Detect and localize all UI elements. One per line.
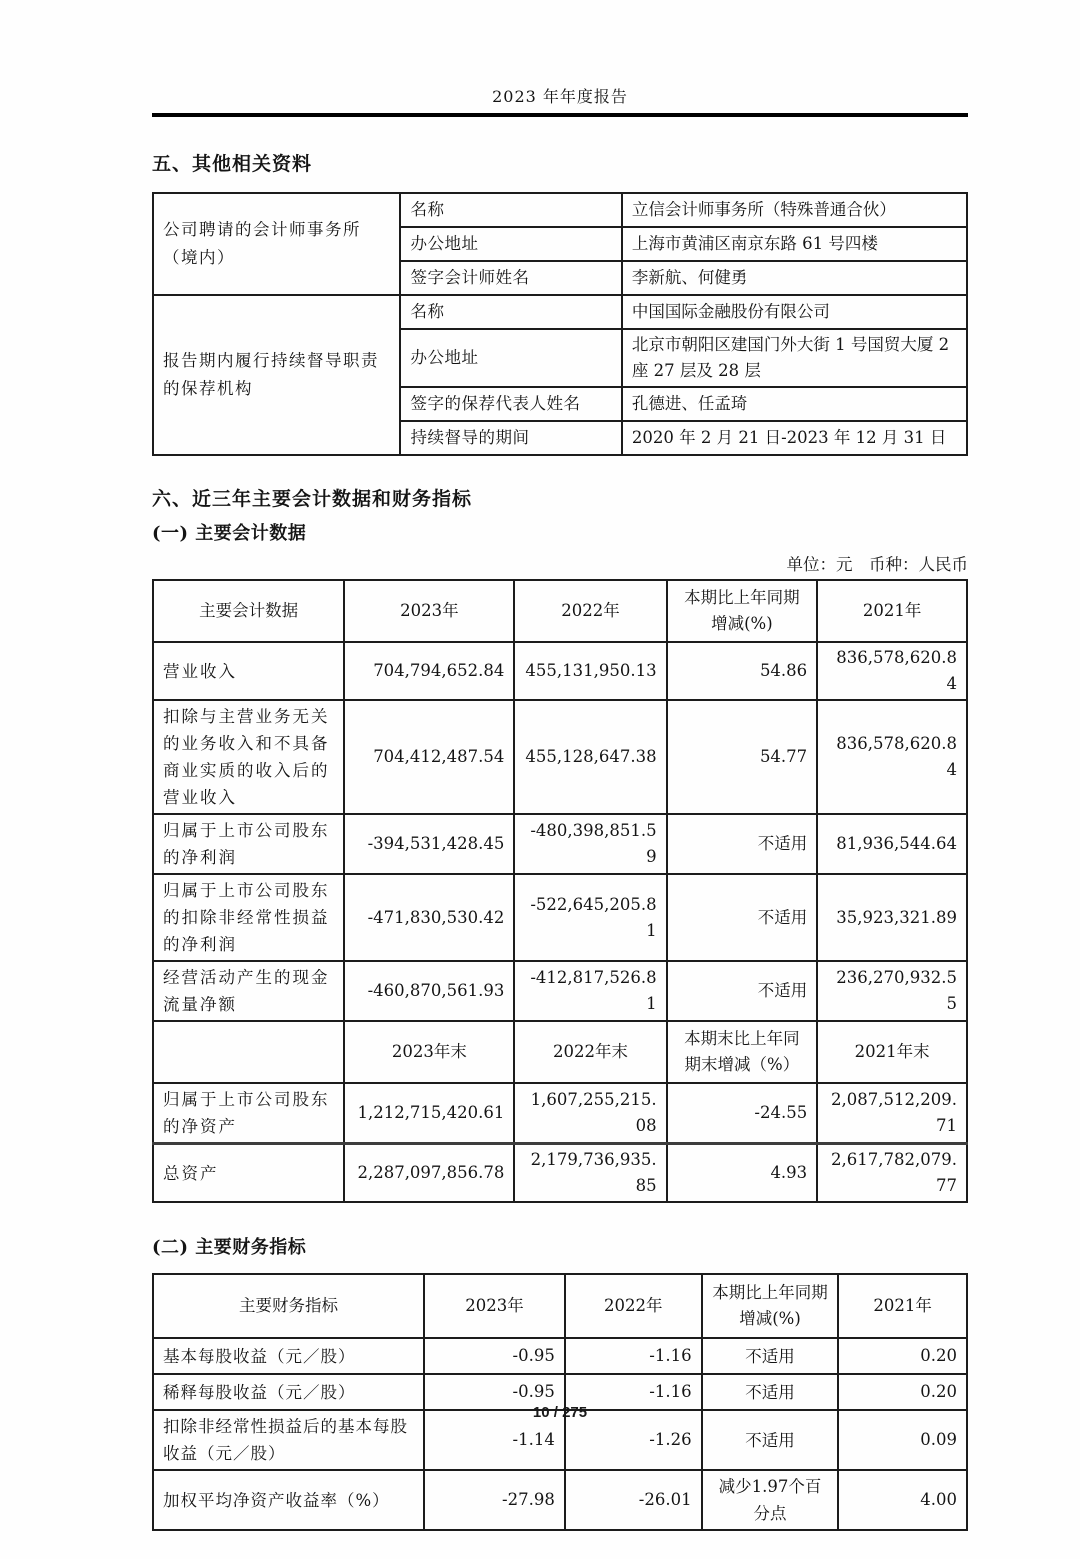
table-header-cell xyxy=(153,1021,344,1083)
table-row xyxy=(153,1144,967,1203)
info-value-cell: 北京市朝阳区建国门外大街 1 号国贸大厦 2 座 27 层及 28 层 xyxy=(622,329,967,387)
value-cell: 0.20 xyxy=(838,1338,967,1374)
info-value-cell: 孔德进、任孟琦 xyxy=(622,387,967,421)
row-label-cell: 归属于上市公司股东的净利润 xyxy=(153,814,344,874)
value-cell: 不适用 xyxy=(667,961,818,1021)
info-table xyxy=(152,192,968,456)
row-label-cell: 稀释每股收益（元／股） xyxy=(153,1374,424,1410)
value-cell: -522,645,205.81 xyxy=(514,874,666,961)
table-header-row xyxy=(153,580,967,642)
value-cell: -1.16 xyxy=(565,1338,702,1374)
value-cell: -27.98 xyxy=(424,1470,565,1530)
table-row xyxy=(153,814,967,874)
table-header-cell: 2022年 xyxy=(565,1274,702,1338)
row-label-cell: 基本每股收益（元／股） xyxy=(153,1338,424,1374)
accounting-table xyxy=(152,579,968,1203)
table-header-cell: 本期比上年同期增减(%) xyxy=(667,580,818,642)
row-label-cell: 经营活动产生的现金流量净额 xyxy=(153,961,344,1021)
info-value-cell: 立信会计师事务所（特殊普通合伙） xyxy=(622,193,967,227)
value-cell: -460,870,561.93 xyxy=(344,961,514,1021)
table-header-row xyxy=(153,1274,967,1338)
value-cell: 455,128,647.38 xyxy=(514,700,666,814)
value-cell: 35,923,321.89 xyxy=(817,874,967,961)
value-cell: 81,936,544.64 xyxy=(817,814,967,874)
table-header-cell: 2022年 xyxy=(514,580,666,642)
table-row xyxy=(153,700,967,814)
info-value-cell: 上海市黄浦区南京东路 61 号四楼 xyxy=(622,227,967,261)
value-cell: 455,131,950.13 xyxy=(514,642,666,700)
unit-note: 单位：元 币种：人民币 xyxy=(786,555,968,574)
value-cell: 不适用 xyxy=(667,874,818,961)
value-cell: -480,398,851.59 xyxy=(514,814,666,874)
header-rule xyxy=(152,113,968,117)
table-row xyxy=(153,295,967,329)
table-header-cell: 本期末比上年同期末增减（%） xyxy=(667,1021,818,1083)
row-label-cell: 营业收入 xyxy=(153,642,344,700)
value-cell: -0.95 xyxy=(424,1374,565,1410)
section6-sub2-title: (二) 主要财务指标 xyxy=(152,1237,307,1258)
table-header-cell: 2023年末 xyxy=(344,1021,514,1083)
row-label-cell: 扣除非经常性损益后的基本每股收益（元／股） xyxy=(153,1410,424,1470)
table-header-cell: 主要财务指标 xyxy=(153,1274,424,1338)
value-cell: 2,087,512,209.71 xyxy=(817,1083,967,1144)
value-cell: -1.26 xyxy=(565,1410,702,1470)
indicator-table xyxy=(152,1273,968,1531)
value-cell: -0.95 xyxy=(424,1338,565,1374)
value-cell: 0.20 xyxy=(838,1374,967,1410)
value-cell: 2,617,782,079.77 xyxy=(817,1144,967,1203)
table-header-cell: 2021年末 xyxy=(817,1021,967,1083)
page-number: 10 / 275 xyxy=(532,1404,588,1421)
table-header-cell: 2023年 xyxy=(344,580,514,642)
value-cell: 0.09 xyxy=(838,1410,967,1470)
info-value-cell: 2020 年 2 月 21 日-2023 年 12 月 31 日 xyxy=(622,421,967,455)
value-cell: -1.16 xyxy=(565,1374,702,1410)
info-value-cell: 中国国际金融股份有限公司 xyxy=(622,295,967,329)
info-key-cell: 办公地址 xyxy=(400,227,621,261)
table-row xyxy=(153,193,967,227)
info-group-label: 报告期内履行持续督导职责的保荐机构 xyxy=(153,295,400,455)
value-cell: 54.86 xyxy=(667,642,818,700)
value-cell: -471,830,530.42 xyxy=(344,874,514,961)
value-cell: 4.00 xyxy=(838,1470,967,1530)
table-header-cell: 2021年 xyxy=(817,580,967,642)
row-label-cell: 总资产 xyxy=(153,1144,344,1203)
page-content xyxy=(152,0,968,1531)
value-cell: 2,179,736,935.85 xyxy=(514,1144,666,1203)
table-row xyxy=(153,642,967,700)
info-key-cell: 办公地址 xyxy=(400,329,621,387)
info-group-label: 公司聘请的会计师事务所（境内） xyxy=(153,193,400,295)
value-cell: -24.55 xyxy=(667,1083,818,1144)
value-cell: 1,212,715,420.61 xyxy=(344,1083,514,1144)
info-key-cell: 持续督导的期间 xyxy=(400,421,621,455)
table-header-cell: 2022年末 xyxy=(514,1021,666,1083)
value-cell: 不适用 xyxy=(702,1374,839,1410)
value-cell: 2,287,097,856.78 xyxy=(344,1144,514,1203)
value-cell: -412,817,526.81 xyxy=(514,961,666,1021)
table-header-cell: 2023年 xyxy=(424,1274,565,1338)
table-row xyxy=(153,1083,967,1144)
value-cell: 54.77 xyxy=(667,700,818,814)
table-row xyxy=(153,874,967,961)
value-cell: 减少1.97个百分点 xyxy=(702,1470,839,1530)
info-value-cell: 李新航、何健勇 xyxy=(622,261,967,295)
table-header-cell: 主要会计数据 xyxy=(153,580,344,642)
info-key-cell: 名称 xyxy=(400,295,621,329)
info-key-cell: 名称 xyxy=(400,193,621,227)
table-subheader-row xyxy=(153,1021,967,1083)
value-cell: 不适用 xyxy=(702,1338,839,1374)
value-cell: 236,270,932.55 xyxy=(817,961,967,1021)
value-cell: 704,412,487.54 xyxy=(344,700,514,814)
section5-title: 五、其他相关资料 xyxy=(152,153,313,175)
table-header-cell: 本期比上年同期增减(%) xyxy=(702,1274,839,1338)
value-cell: 1,607,255,215.08 xyxy=(514,1083,666,1144)
value-cell: 不适用 xyxy=(667,814,818,874)
value-cell: -1.14 xyxy=(424,1410,565,1470)
row-label-cell: 归属于上市公司股东的净资产 xyxy=(153,1083,344,1144)
info-key-cell: 签字会计师姓名 xyxy=(400,261,621,295)
value-cell: -26.01 xyxy=(565,1470,702,1530)
report-header-title: 2023 年年度报告 xyxy=(492,87,628,106)
value-cell: -394,531,428.45 xyxy=(344,814,514,874)
value-cell: 不适用 xyxy=(702,1410,839,1470)
table-row xyxy=(153,1338,967,1374)
info-key-cell: 签字的保荐代表人姓名 xyxy=(400,387,621,421)
value-cell: 836,578,620.84 xyxy=(817,700,967,814)
section6-sub1-title: (一) 主要会计数据 xyxy=(152,523,307,544)
table-row xyxy=(153,1470,967,1530)
row-label-cell: 扣除与主营业务无关的业务收入和不具备商业实质的收入后的营业收入 xyxy=(153,700,344,814)
value-cell: 836,578,620.84 xyxy=(817,642,967,700)
row-label-cell: 加权平均净资产收益率（%） xyxy=(153,1470,424,1530)
value-cell: 704,794,652.84 xyxy=(344,642,514,700)
value-cell: 4.93 xyxy=(667,1144,818,1203)
section6-title: 六、近三年主要会计数据和财务指标 xyxy=(152,488,473,510)
row-label-cell: 归属于上市公司股东的扣除非经常性损益的净利润 xyxy=(153,874,344,961)
table-header-cell: 2021年 xyxy=(838,1274,967,1338)
table-row xyxy=(153,961,967,1021)
